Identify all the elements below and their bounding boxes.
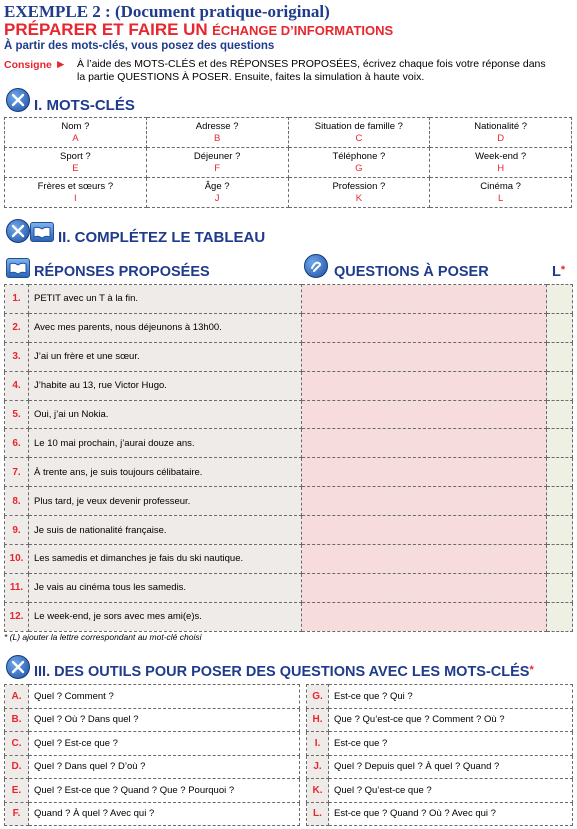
keyword-word: Sport ? [60, 150, 91, 162]
table-row [5, 313, 573, 342]
question-field[interactable] [302, 342, 547, 371]
tool-text: Est-ce que ? [329, 732, 573, 756]
main-title-big: PRÉPARER ET FAIRE UN [4, 20, 208, 39]
row-number: 12. [5, 602, 29, 631]
section-1-title: I. MOTS-CLÉS [34, 97, 135, 114]
keyword-letter: L [497, 192, 504, 204]
tool-letter: C. [5, 732, 29, 756]
question-field[interactable] [302, 429, 547, 458]
table-row [5, 802, 573, 826]
proposed-answer: PETIT avec un T à la fin. [29, 285, 302, 314]
keyword-word: Week-end ? [475, 150, 527, 162]
question-field[interactable] [302, 313, 547, 342]
table-row [5, 602, 573, 631]
keyword-word: Cinéma ? [480, 180, 521, 192]
tools-icon [6, 655, 30, 679]
question-icon [304, 254, 328, 278]
tool-text: Quel ? Dans quel ? D’où ? [29, 755, 300, 779]
letter-field[interactable] [547, 602, 573, 631]
proposed-answer: Je vais au cinéma tous les samedis. [29, 573, 302, 602]
row-number: 1. [5, 285, 29, 314]
table-row [5, 429, 573, 458]
table-row [5, 732, 573, 756]
row-number: 8. [5, 487, 29, 516]
tool-text: Quand ? À quel ? Avec qui ? [29, 802, 300, 826]
question-field[interactable] [302, 400, 547, 429]
keyword-cell [146, 148, 288, 178]
letter-field[interactable] [547, 573, 573, 602]
tool-text: Quel ? Depuis quel ? À quel ? Quand ? [329, 755, 573, 779]
section-3-star: * [529, 664, 534, 676]
keyword-letter: E [72, 162, 79, 174]
example-title: EXEMPLE 2 : (Document pratique-original) [4, 2, 330, 21]
arrow-right-icon: ► [54, 57, 67, 71]
section-2-title: II. COMPLÉTEZ LE TABLEAU [58, 229, 266, 246]
table-row [5, 400, 573, 429]
row-number: 11. [5, 573, 29, 602]
col-letter: L [552, 264, 561, 280]
question-field[interactable] [302, 458, 547, 487]
letter-field[interactable] [547, 285, 573, 314]
keyword-word: Déjeuner ? [193, 150, 241, 162]
table-row [5, 516, 573, 545]
keyword-cell [288, 178, 430, 208]
table-row [5, 779, 573, 803]
keyword-letter: D [497, 132, 505, 144]
tool-letter: K. [307, 779, 329, 803]
section-3-title-text: III. DES OUTILS POUR POSER DES QUESTIONS AVEC LES MOTS-CLÉS [34, 664, 530, 680]
letter-field[interactable] [547, 545, 573, 574]
keyword-word: Nationalité ? [474, 120, 528, 132]
keyword-row [5, 178, 572, 208]
keyword-letter: K [355, 192, 363, 204]
keyword-cell [430, 178, 572, 208]
tool-text: Quel ? Qu’est-ce que ? [329, 779, 573, 803]
section-3-title [34, 664, 534, 680]
tool-letter: B. [5, 708, 29, 732]
keyword-cell [5, 148, 147, 178]
proposed-answer: Oui, j’ai un Nokia. [29, 400, 302, 429]
keyword-cell [5, 178, 147, 208]
tool-letter: J. [307, 755, 329, 779]
keyword-word: Profession ? [332, 180, 386, 192]
column-gap [300, 779, 307, 803]
tools-icon [6, 219, 30, 243]
question-field[interactable] [302, 487, 547, 516]
col-header-answers: RÉPONSES PROPOSÉES [34, 264, 210, 280]
keyword-word: Âge ? [204, 180, 230, 192]
col-header-questions: QUESTIONS À POSER [334, 264, 489, 280]
instructions [4, 57, 574, 83]
letter-field[interactable] [547, 371, 573, 400]
tool-text: Quel ? Comment ? [29, 685, 300, 709]
keyword-letter: A [72, 132, 79, 144]
col-header-letter [552, 264, 565, 280]
keyword-letter: B [213, 132, 221, 144]
keyword-word: Adresse ? [195, 120, 239, 132]
table-row [5, 573, 573, 602]
proposed-answer: Les samedis et dimanches je fais du ski nautique. [29, 545, 302, 574]
tool-letter: H. [307, 708, 329, 732]
tool-letter: F. [5, 802, 29, 826]
tool-text: Que ? Qu’est-ce que ? Comment ? Où ? [329, 708, 573, 732]
main-title [4, 20, 393, 40]
tool-letter: I. [307, 732, 329, 756]
keyword-letter: F [214, 162, 221, 174]
letter-field[interactable] [547, 458, 573, 487]
row-number: 5. [5, 400, 29, 429]
keywords-table [4, 117, 572, 208]
question-field[interactable] [302, 602, 547, 631]
book-icon [30, 222, 54, 242]
tools-icon [6, 88, 30, 112]
proposed-answer: Plus tard, je veux devenir professeur. [29, 487, 302, 516]
column-gap [300, 802, 307, 826]
proposed-answer: J’ai un frère et une sœur. [29, 342, 302, 371]
keyword-row [5, 148, 572, 178]
question-field[interactable] [302, 573, 547, 602]
keyword-word: Téléphone ? [332, 150, 386, 162]
row-number: 7. [5, 458, 29, 487]
table-row [5, 458, 573, 487]
tool-text: Quel ? Où ? Dans quel ? [29, 708, 300, 732]
tool-text: Quel ? Est-ce que ? Quand ? Que ? Pourquoi ? [29, 779, 300, 803]
keyword-word: Frères et sœurs ? [37, 180, 114, 192]
keyword-word: Nom ? [61, 120, 90, 132]
proposed-answer: Je suis de nationalité française. [29, 516, 302, 545]
question-field[interactable] [302, 371, 547, 400]
consigne-label: Consigne [4, 59, 52, 71]
row-number: 4. [5, 371, 29, 400]
main-title-small: ÉCHANGE D’INFORMATIONS [212, 23, 394, 38]
keyword-cell [430, 148, 572, 178]
table-row [5, 371, 573, 400]
letter-field[interactable] [547, 342, 573, 371]
table-row [5, 342, 573, 371]
column-gap [300, 732, 307, 756]
keyword-cell [430, 118, 572, 148]
tool-text: Est-ce que ? Qui ? [329, 685, 573, 709]
column-gap [300, 755, 307, 779]
table-row [5, 285, 573, 314]
question-field[interactable] [302, 285, 547, 314]
tool-letter: D. [5, 755, 29, 779]
footnote: * (L) ajouter la lettre correspondant au mot-clé choisi [4, 632, 202, 642]
tool-letter: L. [307, 802, 329, 826]
table-row [5, 487, 573, 516]
letter-field[interactable] [547, 429, 573, 458]
letter-field[interactable] [547, 516, 573, 545]
keyword-letter: J [214, 192, 220, 204]
subtitle: À partir des mots-clés, vous posez des questions [4, 40, 275, 52]
tool-letter: G. [307, 685, 329, 709]
tool-letter: A. [5, 685, 29, 709]
row-number: 6. [5, 429, 29, 458]
proposed-answer: Le week-end, je sors avec mes ami(e)s. [29, 602, 302, 631]
keyword-cell [5, 118, 147, 148]
tool-letter: E. [5, 779, 29, 803]
tools-table [4, 684, 573, 826]
proposed-answer: J’habite au 13, rue Victor Hugo. [29, 371, 302, 400]
row-number: 3. [5, 342, 29, 371]
letter-field[interactable] [547, 313, 573, 342]
consigne-text: À l’aide des MOTS-CLÉS et des RÉPONSES PROPOSÉES, écrivez chaque fois votre réponse dans la partie QUESTIONS À POSER. Ensuite, faites la simulation à haute voix. [77, 58, 546, 83]
keyword-word: Situation de famille ? [314, 120, 403, 132]
tool-text: Quel ? Est-ce que ? [29, 732, 300, 756]
question-field[interactable] [302, 516, 547, 545]
keyword-letter: I [74, 192, 77, 204]
col-letter-star: * [560, 264, 566, 276]
proposed-answer: Le 10 mai prochain, j’aurai douze ans. [29, 429, 302, 458]
column-gap [300, 685, 307, 709]
keyword-cell [288, 148, 430, 178]
table-row [5, 708, 573, 732]
keyword-cell [288, 118, 430, 148]
table-row [5, 755, 573, 779]
column-gap [300, 708, 307, 732]
book-icon [6, 258, 30, 278]
answers-table [4, 284, 573, 632]
table-row [5, 685, 573, 709]
keyword-letter: C [355, 132, 363, 144]
keyword-cell [146, 178, 288, 208]
row-number: 10. [5, 545, 29, 574]
letter-field[interactable] [547, 400, 573, 429]
tool-text: Est-ce que ? Quand ? Où ? Avec qui ? [329, 802, 573, 826]
keyword-row [5, 118, 572, 148]
proposed-answer: À trente ans, je suis toujours célibataire. [29, 458, 302, 487]
proposed-answer: Avec mes parents, nous déjeunons à 13h00. [29, 313, 302, 342]
keyword-letter: H [497, 162, 505, 174]
row-number: 9. [5, 516, 29, 545]
question-field[interactable] [302, 545, 547, 574]
table-row [5, 545, 573, 574]
row-number: 2. [5, 313, 29, 342]
keyword-letter: G [355, 162, 363, 174]
keyword-cell [146, 118, 288, 148]
letter-field[interactable] [547, 487, 573, 516]
